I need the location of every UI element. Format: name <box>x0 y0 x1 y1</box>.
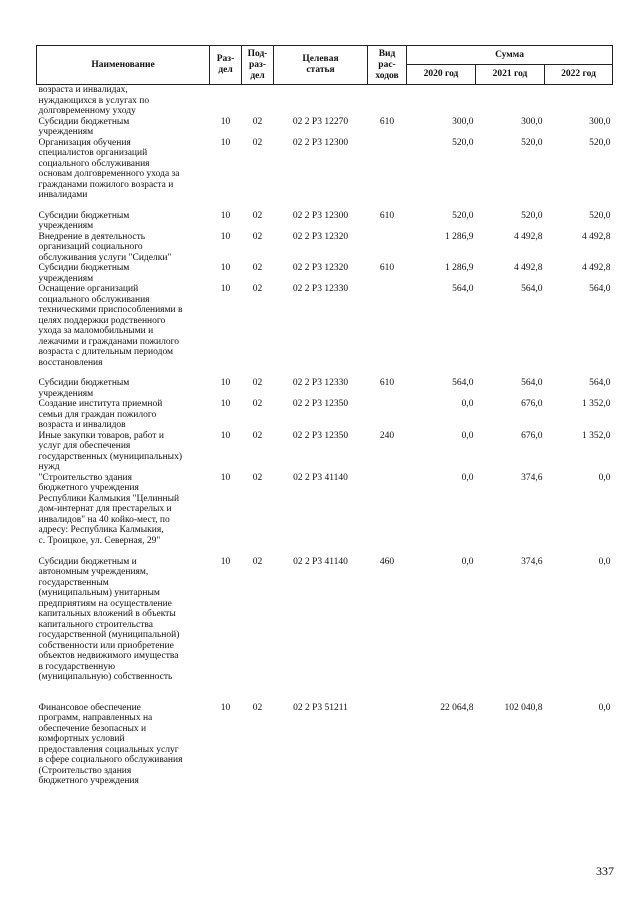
row-razdel: 10 <box>220 702 231 713</box>
row-name-line: государственным <box>38 577 109 588</box>
row-podrazdel: 02 <box>252 137 263 148</box>
row-name-line: учреждениям <box>38 388 94 399</box>
row-name-line: Иные закупки товаров, работ и <box>38 430 164 441</box>
row-name <box>37 399 210 431</box>
row-name-line: объектов недвижимого имущества <box>38 651 179 661</box>
row-amount-2021: 676,0 <box>521 399 543 409</box>
row-statya: 02 2 Р3 12320 <box>292 263 349 273</box>
row-name-line: инвалидов" на 40 койко-мест, по <box>38 514 170 525</box>
row-name-line: целях поддержки родственного <box>38 315 166 326</box>
table-row <box>37 138 613 211</box>
row-name-line: техническими приспособлениями в <box>38 305 183 315</box>
row-podrazdel: 02 <box>252 116 263 127</box>
row-name-line: адресу: Республика Калмыкия, <box>38 525 164 535</box>
row-name-line: Внедрение в деятельность <box>38 231 146 242</box>
row-name-line: Субсидии бюджетным <box>38 263 130 273</box>
row-amount-2022: 1 352,0 <box>582 430 611 441</box>
row-amount-2020: 0,0 <box>461 399 474 409</box>
row-podrazdel: 02 <box>252 284 263 294</box>
table-row <box>37 117 613 138</box>
row-podrazdel: 02 <box>252 430 263 441</box>
row-name <box>37 85 210 117</box>
row-amount-2022: 0,0 <box>598 702 611 713</box>
row-name <box>37 431 210 473</box>
row-amount-2021: 676,0 <box>521 430 543 441</box>
row-name <box>37 378 210 399</box>
row-name-line: социального обслуживания <box>38 158 150 169</box>
row-name-line: Субсидии бюджетным <box>38 210 130 221</box>
row-amount-2021: 4 492,8 <box>514 231 543 242</box>
row-name <box>37 232 210 264</box>
row-vid: 610 <box>379 378 395 388</box>
row-name-line: в государственную <box>38 661 116 672</box>
row-name-line: (муниципальным) унитарным <box>38 588 160 598</box>
row-razdel: 10 <box>220 231 231 242</box>
row-amount-2022: 564,0 <box>589 284 611 294</box>
row-name <box>37 703 210 798</box>
header-year-2022: 2022 год <box>545 65 613 85</box>
row-razdel <box>210 85 242 117</box>
row-name-line: Организация обучения <box>38 137 131 148</box>
row-name-line: ухода за маломобильными и <box>38 326 154 336</box>
row-name-line: гражданами пожилого возраста и <box>38 179 174 190</box>
row-name <box>37 117 210 138</box>
row-amount-2020: 564,0 <box>452 284 474 294</box>
row-statya: 02 2 Р3 12300 <box>292 137 349 148</box>
row-name-line: предприятиям на осуществление <box>38 598 172 609</box>
table-row <box>37 399 613 431</box>
row-name-line: семьи для граждан пожилого <box>38 409 157 420</box>
table-row <box>37 703 613 798</box>
row-name-line: специалистов организаций <box>38 148 148 158</box>
row-name-line: (муниципальную) собственность <box>38 672 173 682</box>
row-amount-2020: 0,0 <box>461 556 474 567</box>
row-name-line: программ, направленных на <box>38 713 153 723</box>
header-year-2020: 2020 год <box>407 65 476 85</box>
row-vid <box>368 473 407 557</box>
row-name-line: Субсидии бюджетным <box>38 378 130 388</box>
row-name-line: социального обслуживания <box>38 294 150 305</box>
row-podrazdel: 02 <box>252 399 263 409</box>
row-amount-2021: 374,6 <box>521 472 543 483</box>
row-name-line: государственной (муниципальной) <box>38 630 180 640</box>
row-amount-2022 <box>545 85 613 117</box>
row-name-line: учреждениям <box>38 221 94 231</box>
row-amount-2020: 564,0 <box>452 378 474 388</box>
row-amount-2021: 374,6 <box>521 556 543 567</box>
header-razdel: Раз- дел <box>210 46 242 85</box>
row-name-line: комфортных условий <box>38 734 125 744</box>
row-podrazdel: 02 <box>252 263 263 273</box>
row-name-line: обслуживания услуги "Сиделки" <box>38 252 172 263</box>
row-name <box>37 138 210 211</box>
row-statya <box>274 85 368 117</box>
row-vid <box>368 232 407 264</box>
row-amount-2021: 102 040,8 <box>504 702 543 713</box>
row-razdel: 10 <box>220 378 231 388</box>
row-razdel: 10 <box>220 116 231 127</box>
row-name-line: долговременному уходу <box>38 106 136 116</box>
row-name-line: обеспечение безопасных и <box>38 723 147 734</box>
row-podrazdel: 02 <box>252 702 263 713</box>
row-statya: 02 2 Р3 12350 <box>292 430 349 441</box>
table-body <box>37 85 613 798</box>
row-vid <box>368 85 407 117</box>
row-name-line: Создание института приемной <box>38 399 163 409</box>
row-amount-2022: 0,0 <box>598 472 611 483</box>
row-name <box>37 557 210 703</box>
row-name-line: собственности или приобретение <box>38 640 174 651</box>
row-amount-2020 <box>407 85 476 117</box>
row-vid: 610 <box>379 263 395 273</box>
row-name-line: капитальных вложений в объекты <box>38 609 176 619</box>
row-name-line: нуждающихся в услугах по <box>38 95 150 106</box>
row-amount-2020: 1 286,9 <box>445 231 474 242</box>
header-statya: Целевая статья <box>274 46 368 85</box>
row-name-line: восстановления <box>38 357 103 368</box>
row-amount-2022: 4 492,8 <box>582 231 611 242</box>
row-name <box>37 473 210 557</box>
table-row <box>37 378 613 399</box>
row-name-line: учреждениям <box>38 273 94 284</box>
row-razdel: 10 <box>220 263 231 273</box>
row-name-line: Субсидии бюджетным и <box>38 556 137 567</box>
row-amount-2021: 564,0 <box>521 378 543 388</box>
row-name-line: Республики Калмыкия "Целинный <box>38 493 180 504</box>
row-name-line: в сфере социального обслуживания <box>38 755 183 765</box>
row-amount-2021 <box>476 85 545 117</box>
row-podrazdel: 02 <box>252 472 263 483</box>
row-vid: 240 <box>379 430 395 441</box>
row-name-line: возраста и инвалидов <box>38 420 126 430</box>
row-name-line: с. Троицкое, ул. Северная, 29" <box>38 535 161 546</box>
row-amount-2022: 4 492,8 <box>582 263 611 273</box>
row-vid <box>368 138 407 211</box>
row-amount-2021: 300,0 <box>521 116 543 127</box>
row-podrazdel <box>242 85 274 117</box>
row-statya: 02 2 Р3 41140 <box>293 556 348 567</box>
row-name-line: организаций социального <box>38 242 143 252</box>
row-amount-2022: 520,0 <box>589 137 611 148</box>
table-row <box>37 473 613 557</box>
row-name-line: бюджетного учреждения <box>38 776 139 786</box>
row-name-line: инвалидами <box>38 190 88 200</box>
row-razdel: 10 <box>220 210 231 221</box>
row-amount-2022: 520,0 <box>589 210 611 221</box>
row-amount-2020: 0,0 <box>461 430 474 441</box>
page-number: 337 <box>596 864 614 878</box>
row-name-line: Субсидии бюджетным <box>38 116 130 127</box>
row-statya: 02 2 Р3 12330 <box>292 378 349 388</box>
row-vid <box>368 284 407 378</box>
row-name <box>37 211 210 232</box>
row-podrazdel: 02 <box>252 378 263 388</box>
table-row <box>37 85 613 117</box>
row-name-line: возраста и инвалидах, <box>38 85 128 95</box>
row-name <box>37 263 210 284</box>
row-amount-2020: 1 286,9 <box>445 263 474 273</box>
row-vid <box>368 703 407 798</box>
row-name-line: предоставления социальных услуг <box>38 744 179 755</box>
row-statya: 02 2 Р3 12270 <box>292 116 349 127</box>
header-summa: Сумма <box>407 46 613 65</box>
row-name-line: Финансовое обеспечение <box>38 702 141 713</box>
row-statya: 02 2 Р3 51211 <box>293 702 348 713</box>
row-statya: 02 2 Р3 12330 <box>292 284 349 294</box>
row-vid: 460 <box>379 556 395 567</box>
row-name-line: Оснащение организаций <box>38 284 139 294</box>
row-razdel: 10 <box>220 284 231 294</box>
row-amount-2021: 520,0 <box>521 210 543 221</box>
row-name-line: государственных (муниципальных) <box>38 451 182 462</box>
row-amount-2022: 0,0 <box>598 556 611 567</box>
row-name-line: "Строительство здания <box>38 472 132 483</box>
row-vid: 610 <box>379 116 395 127</box>
table-row <box>37 263 613 284</box>
table-row <box>37 557 613 703</box>
row-amount-2020: 520,0 <box>452 210 474 221</box>
row-name-line: нужд <box>38 462 60 472</box>
row-razdel: 10 <box>220 472 231 483</box>
row-amount-2022: 1 352,0 <box>582 399 611 409</box>
row-amount-2020: 0,0 <box>461 472 474 483</box>
row-podrazdel: 02 <box>252 210 263 221</box>
row-name-line: (Строительство здания <box>38 765 132 776</box>
header-year-2021: 2021 год <box>476 65 545 85</box>
row-podrazdel: 02 <box>252 556 263 567</box>
row-name-line: дом-интернат для престарелых и <box>38 504 172 514</box>
row-name-line: автономным учреждениям, <box>38 567 149 577</box>
budget-table <box>36 45 613 798</box>
row-amount-2022: 564,0 <box>589 378 611 388</box>
row-vid: 610 <box>379 210 395 221</box>
row-amount-2021: 520,0 <box>521 137 543 148</box>
row-name-line: возраста с длительным периодом <box>38 347 174 357</box>
row-name-line: бюджетного учреждения <box>38 483 139 493</box>
header-vid: Вид рас- ходов <box>368 46 407 85</box>
header-podrazdel: Под- раз- дел <box>242 46 274 85</box>
row-amount-2022: 300,0 <box>589 116 611 127</box>
row-statya: 02 2 Р3 41140 <box>293 472 348 483</box>
row-name-line: лежачими и гражданами пожилого <box>38 336 180 347</box>
row-name-line: услуг для обеспечения <box>38 441 131 451</box>
row-razdel: 10 <box>220 556 231 567</box>
row-amount-2020: 520,0 <box>452 137 474 148</box>
table-row <box>37 431 613 473</box>
row-vid <box>368 399 407 431</box>
row-razdel: 10 <box>220 430 231 441</box>
row-amount-2020: 300,0 <box>452 116 474 127</box>
row-statya: 02 2 Р3 12350 <box>292 399 349 409</box>
row-amount-2021: 4 492,8 <box>514 263 543 273</box>
row-razdel: 10 <box>220 399 231 409</box>
row-name <box>37 284 210 378</box>
table-row <box>37 211 613 232</box>
row-statya: 02 2 Р3 12320 <box>292 231 349 242</box>
row-amount-2020: 22 064,8 <box>440 702 474 713</box>
row-name-line: учреждениям <box>38 127 94 137</box>
row-name-line: основам долговременного ухода за <box>38 169 180 179</box>
row-statya: 02 2 Р3 12300 <box>292 210 349 221</box>
row-podrazdel: 02 <box>252 231 263 242</box>
row-razdel: 10 <box>220 137 231 148</box>
table-row <box>37 232 613 264</box>
header-name: Наименование <box>37 46 210 85</box>
row-name-line: капитального строительства <box>38 619 153 630</box>
row-amount-2021: 564,0 <box>521 284 543 294</box>
table-row <box>37 284 613 378</box>
